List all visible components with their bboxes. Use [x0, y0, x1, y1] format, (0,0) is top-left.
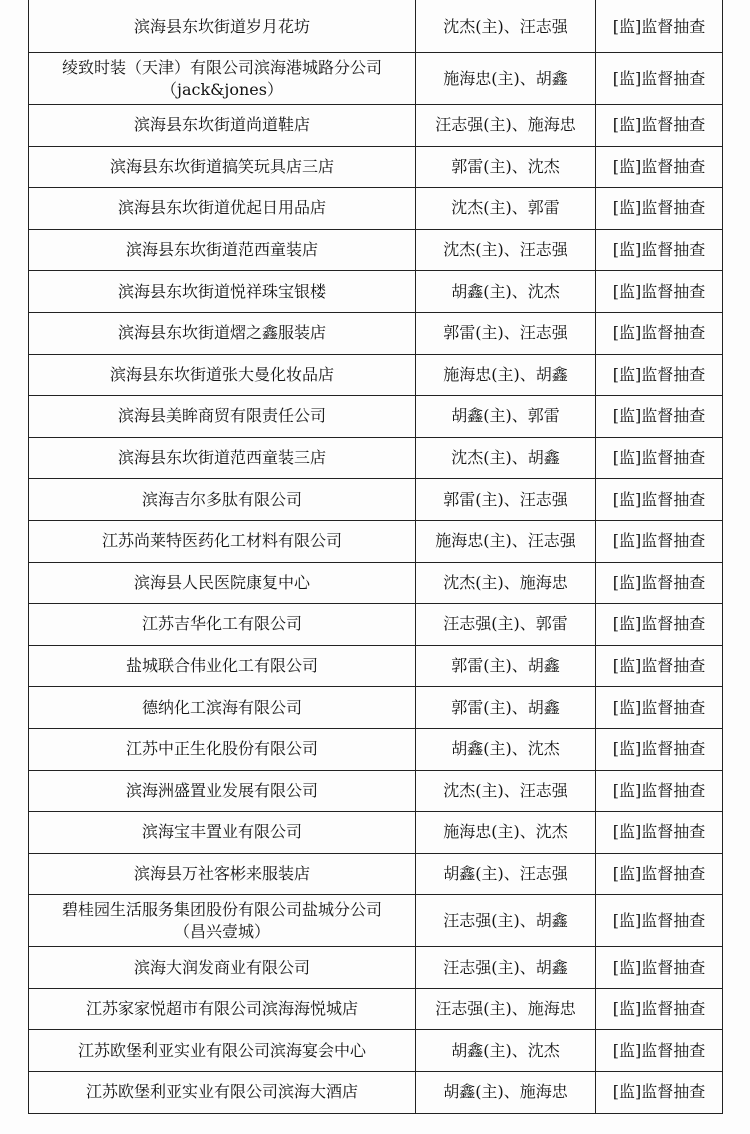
inspection-table	[28, 0, 723, 1114]
company-name-line: 滨海县人民医院康复中心	[133, 572, 310, 592]
company-name-line: 滨海宝丰置业有限公司	[141, 822, 302, 842]
table-row	[29, 604, 723, 646]
table-row	[29, 0, 723, 53]
inspectors-cell: 施海忠(主)、胡鑫	[416, 354, 596, 396]
inspectors-cell: 汪志强(主)、郭雷	[416, 604, 596, 646]
company-name-cell	[29, 53, 416, 105]
inspectors-cell: 郭雷(主)、胡鑫	[416, 687, 596, 729]
table-row	[29, 229, 723, 271]
inspectors-cell: 沈杰(主)、汪志强	[416, 229, 596, 271]
inspection-type-cell: [监]监督抽查	[596, 1072, 723, 1114]
inspectors-cell: 郭雷(主)、胡鑫	[416, 645, 596, 687]
inspection-type-cell: [监]监督抽查	[596, 770, 723, 812]
inspectors-cell: 沈杰(主)、胡鑫	[416, 437, 596, 479]
company-name-cell	[29, 146, 416, 188]
inspection-type-cell: [监]监督抽查	[596, 562, 723, 604]
inspection-type-cell: [监]监督抽查	[596, 895, 723, 947]
company-name-cell	[29, 1072, 416, 1114]
table-row	[29, 562, 723, 604]
table-row	[29, 354, 723, 396]
company-name-line: 滨海县东坎街道范西童装店	[125, 240, 318, 260]
inspectors-cell: 郭雷(主)、汪志强	[416, 479, 596, 521]
company-name-cell	[29, 312, 416, 354]
table-row	[29, 271, 723, 313]
company-name-line: 滨海县东坎街道范西童装三店	[117, 448, 326, 468]
inspectors-cell: 胡鑫(主)、郭雷	[416, 396, 596, 438]
company-name-line: 江苏吉华化工有限公司	[141, 614, 302, 634]
inspection-type-cell: [监]监督抽查	[596, 146, 723, 188]
inspection-type-cell: [监]监督抽查	[596, 312, 723, 354]
company-name-line: 德纳化工滨海有限公司	[141, 697, 302, 717]
company-name-cell	[29, 947, 416, 989]
company-name-line: 滨海县东坎街道悦祥珠宝银楼	[117, 281, 326, 301]
table-row	[29, 728, 723, 770]
table-row	[29, 188, 723, 230]
table-row	[29, 1072, 723, 1114]
table-row	[29, 105, 723, 147]
company-name-line: 滨海县东坎街道张大曼化妆品店	[109, 364, 334, 384]
inspection-type-cell: [监]监督抽查	[596, 687, 723, 729]
company-name-cell	[29, 229, 416, 271]
table-row	[29, 988, 723, 1030]
inspectors-cell: 沈杰(主)、郭雷	[416, 188, 596, 230]
table-row	[29, 770, 723, 812]
inspectors-cell: 汪志强(主)、胡鑫	[416, 895, 596, 947]
table-row	[29, 396, 723, 438]
company-name-line: （jack&jones）	[161, 79, 283, 99]
inspection-type-cell: [监]监督抽查	[596, 947, 723, 989]
inspectors-cell: 施海忠(主)、胡鑫	[416, 53, 596, 105]
company-name-cell	[29, 853, 416, 895]
company-name-line: 江苏尚莱特医药化工材料有限公司	[101, 531, 342, 551]
company-name-line: 江苏家家悦超市有限公司滨海海悦城店	[85, 999, 358, 1019]
table-row	[29, 812, 723, 854]
inspection-type-cell: [监]监督抽查	[596, 0, 723, 53]
company-name-line: 滨海大润发商业有限公司	[133, 957, 310, 977]
company-name-cell	[29, 895, 416, 947]
company-name-cell	[29, 687, 416, 729]
company-name-line: 滨海县东坎街道熠之鑫服装店	[117, 323, 326, 343]
company-name-line: 滨海吉尔多肽有限公司	[141, 489, 302, 509]
inspection-type-cell: [监]监督抽查	[596, 53, 723, 105]
company-name-line: 滨海县东坎街道优起日用品店	[117, 198, 326, 218]
company-name-cell	[29, 645, 416, 687]
company-name-cell	[29, 770, 416, 812]
inspection-type-cell: [监]监督抽查	[596, 105, 723, 147]
company-name-line: 滨海县东坎街道搞笑玩具店三店	[109, 156, 334, 176]
table-body	[29, 0, 723, 1113]
company-name-cell	[29, 988, 416, 1030]
company-name-cell	[29, 271, 416, 313]
inspection-type-cell: [监]监督抽查	[596, 437, 723, 479]
inspection-type-cell: [监]监督抽查	[596, 604, 723, 646]
table-row	[29, 687, 723, 729]
inspectors-cell: 胡鑫(主)、施海忠	[416, 1072, 596, 1114]
company-name-line: 江苏中正生化股份有限公司	[125, 739, 318, 759]
company-name-line: 滨海县美眸商贸有限责任公司	[117, 406, 326, 426]
inspectors-cell: 汪志强(主)、胡鑫	[416, 947, 596, 989]
company-name-line: 滨海县万社客彬来服装店	[133, 863, 310, 883]
company-name-line: 碧桂园生活服务集团股份有限公司盐城分公司	[61, 899, 382, 919]
company-name-cell	[29, 562, 416, 604]
company-name-cell	[29, 728, 416, 770]
inspection-type-cell: [监]监督抽查	[596, 354, 723, 396]
company-name-line: 盐城联合伟业化工有限公司	[125, 656, 318, 676]
inspectors-cell: 沈杰(主)、汪志强	[416, 770, 596, 812]
company-name-cell	[29, 437, 416, 479]
company-name-cell	[29, 1030, 416, 1072]
table-row	[29, 479, 723, 521]
inspection-type-cell: [监]监督抽查	[596, 229, 723, 271]
inspectors-cell: 郭雷(主)、汪志强	[416, 312, 596, 354]
table-row	[29, 895, 723, 947]
inspection-type-cell: [监]监督抽查	[596, 520, 723, 562]
inspection-type-cell: [监]监督抽查	[596, 396, 723, 438]
inspection-type-cell: [监]监督抽查	[596, 728, 723, 770]
table-row	[29, 312, 723, 354]
company-name-cell	[29, 479, 416, 521]
company-name-line: （昌兴壹城）	[173, 921, 270, 941]
inspectors-cell: 胡鑫(主)、沈杰	[416, 1030, 596, 1072]
company-name-line: 绫致时装（天津）有限公司滨海港城路分公司	[61, 57, 382, 77]
inspectors-cell: 沈杰(主)、汪志强	[416, 0, 596, 53]
table-row	[29, 645, 723, 687]
inspection-type-cell: [监]监督抽查	[596, 645, 723, 687]
inspectors-cell: 胡鑫(主)、汪志强	[416, 853, 596, 895]
inspectors-cell: 汪志强(主)、施海忠	[416, 988, 596, 1030]
inspectors-cell: 胡鑫(主)、沈杰	[416, 271, 596, 313]
company-name-cell	[29, 812, 416, 854]
company-name-line: 滨海洲盛置业发展有限公司	[125, 780, 318, 800]
inspectors-cell: 郭雷(主)、沈杰	[416, 146, 596, 188]
inspection-type-cell: [监]监督抽查	[596, 988, 723, 1030]
table-row	[29, 947, 723, 989]
company-name-cell	[29, 520, 416, 562]
inspection-type-cell: [监]监督抽查	[596, 812, 723, 854]
company-name-line: 滨海县东坎街道尚道鞋店	[133, 115, 310, 135]
company-name-cell	[29, 105, 416, 147]
table-row	[29, 853, 723, 895]
company-name-cell	[29, 354, 416, 396]
table-row	[29, 437, 723, 479]
table-row	[29, 53, 723, 105]
inspection-type-cell: [监]监督抽查	[596, 853, 723, 895]
company-name-line: 滨海县东坎街道岁月花坊	[133, 16, 310, 36]
inspectors-cell: 汪志强(主)、施海忠	[416, 105, 596, 147]
inspection-type-cell: [监]监督抽查	[596, 479, 723, 521]
company-name-line: 江苏欧堡利亚实业有限公司滨海宴会中心	[77, 1040, 366, 1060]
company-name-cell	[29, 0, 416, 53]
company-name-line: 江苏欧堡利亚实业有限公司滨海大酒店	[85, 1082, 358, 1102]
company-name-cell	[29, 396, 416, 438]
inspectors-cell: 施海忠(主)、沈杰	[416, 812, 596, 854]
inspectors-cell: 沈杰(主)、施海忠	[416, 562, 596, 604]
table-row	[29, 520, 723, 562]
inspectors-cell: 胡鑫(主)、沈杰	[416, 728, 596, 770]
inspection-type-cell: [监]监督抽查	[596, 1030, 723, 1072]
inspection-type-cell: [监]监督抽查	[596, 188, 723, 230]
table-row	[29, 1030, 723, 1072]
table-row	[29, 146, 723, 188]
inspection-type-cell: [监]监督抽查	[596, 271, 723, 313]
company-name-cell	[29, 604, 416, 646]
inspectors-cell: 施海忠(主)、汪志强	[416, 520, 596, 562]
company-name-cell	[29, 188, 416, 230]
